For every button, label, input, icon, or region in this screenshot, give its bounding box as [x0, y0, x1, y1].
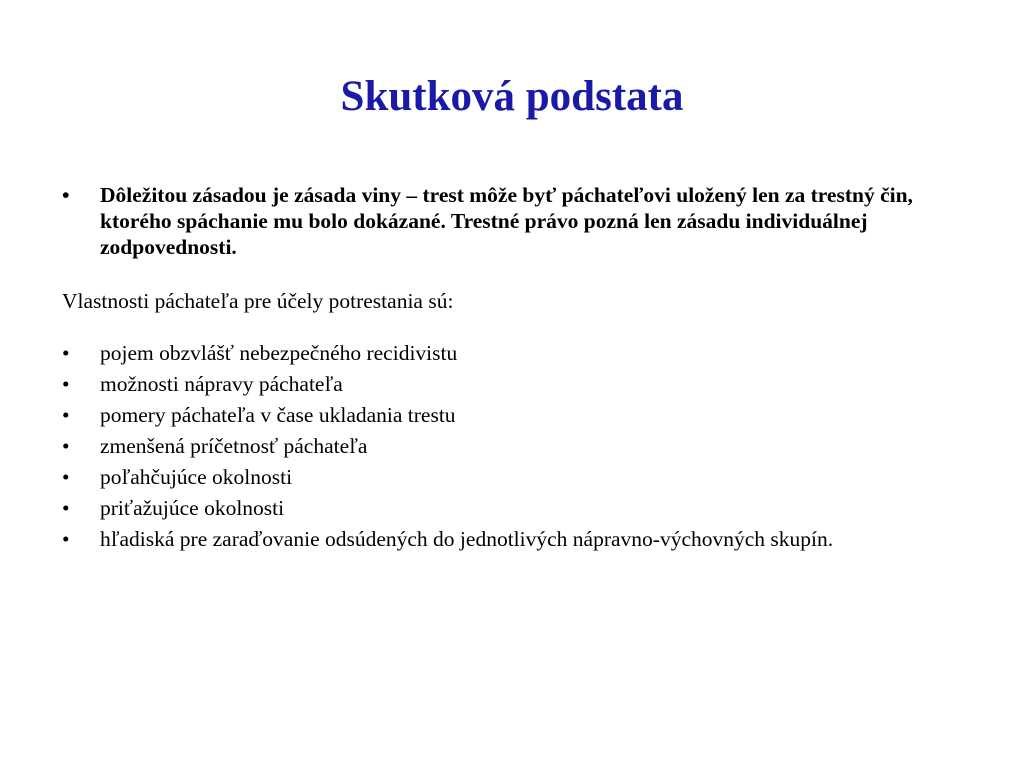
list-item-text: pojem obzvlášť nebezpečného recidivistu	[100, 341, 458, 365]
bullet-mark: •	[62, 183, 70, 207]
list-item	[62, 495, 962, 521]
bullet-mark: •	[62, 527, 70, 551]
list-item	[62, 464, 962, 490]
bullet-mark: •	[62, 496, 70, 520]
list-item	[62, 402, 962, 428]
list-item-text: poľahčujúce okolnosti	[100, 465, 293, 489]
list-item-text: pomery páchateľa v čase ukladania trestu	[100, 403, 456, 427]
bullet-mark: •	[62, 372, 70, 396]
bullet-mark: •	[62, 465, 70, 489]
list-item-text: zmenšená príčetnosť páchateľa	[100, 434, 368, 458]
list-item	[62, 433, 962, 459]
list-item-text: možnosti nápravy páchateľa	[100, 372, 343, 396]
intro-bullet	[62, 182, 962, 260]
intro-bullet-text: Dôležitou zásadou je zásada viny – trest môže byť páchateľovi uložený len za trestný čin, ktorého spáchanie mu bolo dokázané. Trestné právo pozná len zásadu individuálnej zodpovednosti.	[100, 183, 913, 259]
slide-title: Skutková podstata	[340, 73, 684, 120]
list-item	[62, 526, 962, 552]
bullet-mark: •	[62, 341, 70, 365]
list-item-text: priťažujúce okolnosti	[100, 496, 285, 520]
properties-paragraph: Vlastnosti páchateľa pre účely potrestania sú:	[62, 289, 454, 313]
list-item-text: hľadiská pre zaraďovanie odsúdených do jednotlivých nápravno-výchovných skupín.	[100, 527, 834, 551]
properties-list	[62, 340, 962, 552]
list-item	[62, 371, 962, 397]
slide-body	[62, 182, 962, 557]
bullet-mark: •	[62, 403, 70, 427]
list-item	[62, 340, 962, 366]
bullet-mark: •	[62, 434, 70, 458]
